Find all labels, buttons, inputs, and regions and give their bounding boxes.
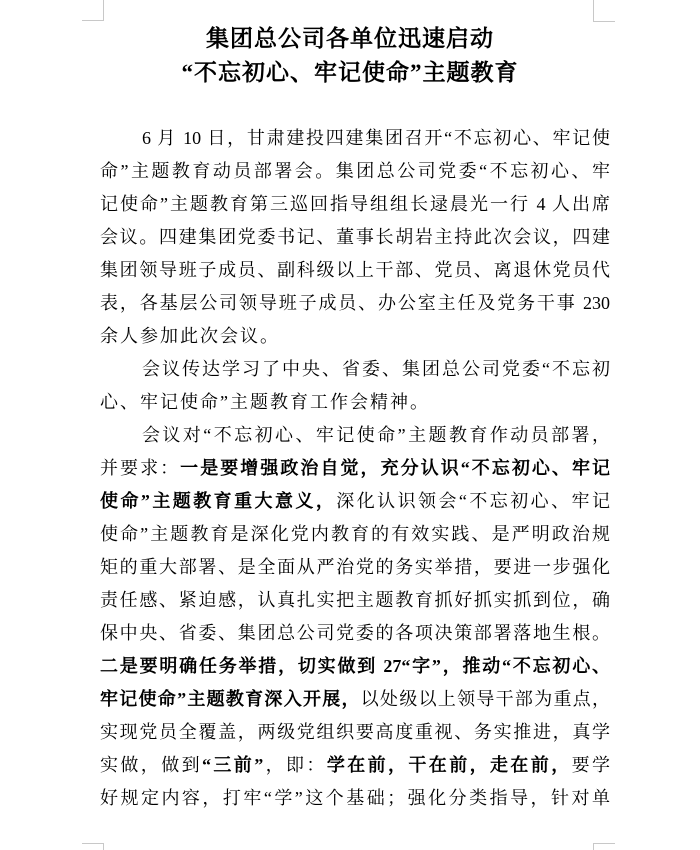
text-segment: ，即： <box>263 755 327 775</box>
text-segment: 会议。四建集团党委书记、董事长胡岩主持此次会议，四建 <box>100 227 610 247</box>
text-line <box>100 617 610 650</box>
text-segment: 集团领导班子成员、副科级以上干部、党员、离退休党员代 <box>100 260 610 280</box>
text-segment: 好规定内容，打牢“学”这个基础；强化分类指导，针对单 <box>100 788 610 808</box>
text-line <box>100 650 610 683</box>
margin-crop-mark-bottom-left <box>82 843 104 850</box>
text-segment: 二是要明确任务举措，切实做到 27“字”，推动“不忘初心、 <box>100 656 610 676</box>
text-segment: 记使命”主题教育第三巡回指导组组长逯晨光一行 4 人出席 <box>100 194 610 214</box>
text-line <box>100 716 610 749</box>
text-segment: 牢记使命”主题教育深入开展， <box>100 689 361 709</box>
text-line <box>100 485 610 518</box>
text-segment: 保中央、省委、集团总公司党委的各项决策部署落地生根。 <box>100 623 610 643</box>
text-segment: 实现党员全覆盖，两级党组织要高度重视、务实推进，真学 <box>100 722 610 742</box>
document-title <box>0 22 700 90</box>
text-segment: 使命”主题教育重大意义， <box>100 491 337 511</box>
text-segment: 会议传达学习了中央、省委、集团总公司党委“不忘初 <box>142 359 610 379</box>
text-segment: 命”主题教育动员部署会。集团总公司党委“不忘初心、牢 <box>100 161 610 181</box>
text-line <box>100 320 610 353</box>
margin-crop-mark-bottom-right <box>593 843 615 850</box>
text-line <box>100 782 610 815</box>
text-segment: 要学 <box>571 755 610 775</box>
text-line <box>100 353 610 386</box>
document-title-line-2: “不忘初心、牢记使命”主题教育 <box>181 60 519 85</box>
text-segment: 一是要增强政治自觉，充分认识“不忘初心、牢记 <box>180 458 610 478</box>
text-segment: 6 月 10 日，甘肃建投四建集团召开“不忘初心、牢记使 <box>142 128 610 148</box>
text-line <box>100 254 610 287</box>
text-segment: 责任感、紧迫感，认真扎实把主题教育抓好抓实抓到位，确 <box>100 590 610 610</box>
text-line <box>100 518 610 551</box>
text-line <box>100 551 610 584</box>
text-line <box>100 419 610 452</box>
margin-crop-mark-top-right <box>593 0 615 22</box>
text-segment: 实做，做到 <box>100 755 202 775</box>
text-segment: 会议对“不忘初心、牢记使命”主题教育作动员部署， <box>142 425 610 445</box>
text-segment: 使命”主题教育是深化党内教育的有效实践、是严明政治规 <box>100 524 610 544</box>
text-segment: 并要求： <box>100 458 181 478</box>
text-segment: 以处级以上领导干部为重点， <box>360 689 610 709</box>
text-line <box>100 683 610 716</box>
text-line <box>100 122 610 155</box>
margin-crop-mark-top-left <box>82 0 104 21</box>
text-segment: 学在前，干在前，走在前， <box>326 755 572 775</box>
text-line <box>100 188 610 221</box>
text-segment: 矩的重大部署、是全面从严治党的务实举措，要进一步强化 <box>100 557 610 577</box>
text-line <box>100 452 610 485</box>
text-segment: 表，各基层公司领导班子成员、办公室主任及党务干事 230 <box>100 293 610 313</box>
text-segment: 余人参加此次会议。 <box>100 326 280 346</box>
text-line <box>100 749 610 782</box>
text-line <box>100 287 610 320</box>
text-line <box>100 584 610 617</box>
text-segment: 深化认识领会“不忘初心、牢记 <box>336 491 610 511</box>
document-body <box>100 122 610 815</box>
document-title-line-1: 集团总公司各单位迅速启动 <box>206 26 494 51</box>
text-segment: “三前” <box>202 755 264 775</box>
text-line <box>100 221 610 254</box>
text-line <box>100 386 610 419</box>
text-segment: 心、牢记使命”主题教育工作会精神。 <box>100 392 430 412</box>
text-line <box>100 155 610 188</box>
